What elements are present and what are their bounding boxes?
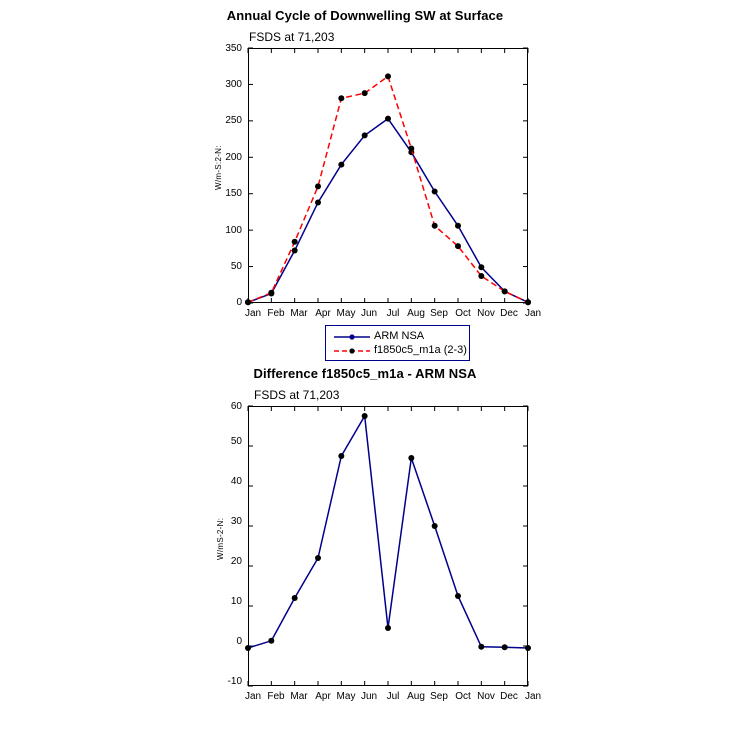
bottom-xtick-may: May [336, 691, 356, 702]
legend-label-arm-nsa: ARM NSA [374, 330, 425, 342]
top-xtick-jan: Jan [244, 308, 262, 319]
bottom-xtick-jan: Jan [244, 691, 262, 702]
top-chart-subtitle: FSDS at 71,203 [249, 30, 335, 44]
bottom-xtick-jan2: Jan [524, 691, 542, 702]
top-chart-title: Annual Cycle of Downwelling SW at Surface [226, 8, 504, 23]
bottom-xtick-feb: Feb [267, 691, 285, 702]
top-xtick-mar: Mar [290, 308, 308, 319]
top-ytick-250: 250 [225, 115, 242, 126]
top-ytick-300: 300 [225, 79, 242, 90]
bottom-chart-title: Difference f1850c5_m1a - ARM NSA [253, 366, 477, 381]
top-xtick-aug: Aug [407, 308, 425, 319]
top-xtick-jul: Jul [386, 308, 400, 319]
top-ytick-200: 200 [225, 152, 242, 163]
bottom-xtick-jun: Jun [360, 691, 378, 702]
top-ytick-350: 350 [225, 43, 242, 54]
bottom-xtick-aug: Aug [407, 691, 425, 702]
bottom-xtick-oct: Oct [455, 691, 471, 702]
legend-label-f1850c5: f1850c5_m1a (2-3) [374, 344, 467, 356]
bottom-xtick-nov: Nov [477, 691, 495, 702]
bottom-xtick-apr: Apr [315, 691, 331, 702]
top-y-axis-label: W/m-S:2-N: [214, 145, 223, 190]
top-ytick-0: 0 [236, 297, 242, 308]
bottom-ytick-neg10: -10 [227, 676, 242, 687]
top-ytick-150: 150 [225, 188, 242, 199]
bottom-chart-svg [0, 360, 730, 730]
bottom-ytick-20: 20 [230, 556, 242, 567]
top-chart-legend [325, 325, 470, 361]
top-ytick-100: 100 [225, 225, 242, 236]
bottom-chart-subtitle: FSDS at 71,203 [254, 388, 340, 402]
bottom-ytick-10: 10 [230, 596, 242, 607]
top-xtick-may: May [336, 308, 356, 319]
bottom-xtick-jul: Jul [386, 691, 400, 702]
bottom-xtick-sep: Sep [430, 691, 448, 702]
top-xtick-sep: Sep [430, 308, 448, 319]
bottom-y-axis-label: W/mS-2-N: [216, 517, 225, 560]
bottom-ytick-30: 30 [230, 516, 242, 527]
top-xtick-oct: Oct [455, 308, 471, 319]
top-xtick-nov: Nov [477, 308, 495, 319]
bottom-xtick-dec: Dec [500, 691, 518, 702]
top-xtick-jan2: Jan [524, 308, 542, 319]
top-xtick-dec: Dec [500, 308, 518, 319]
top-xtick-apr: Apr [315, 308, 331, 319]
bottom-ytick-60: 60 [230, 401, 242, 412]
top-ytick-50: 50 [230, 261, 242, 272]
bottom-xtick-mar: Mar [290, 691, 308, 702]
bottom-ytick-40: 40 [230, 476, 242, 487]
bottom-ytick-50: 50 [230, 436, 242, 447]
bottom-chart-panel [0, 360, 730, 730]
top-xtick-feb: Feb [267, 308, 285, 319]
bottom-ytick-0: 0 [236, 636, 242, 647]
top-xtick-jun: Jun [360, 308, 378, 319]
